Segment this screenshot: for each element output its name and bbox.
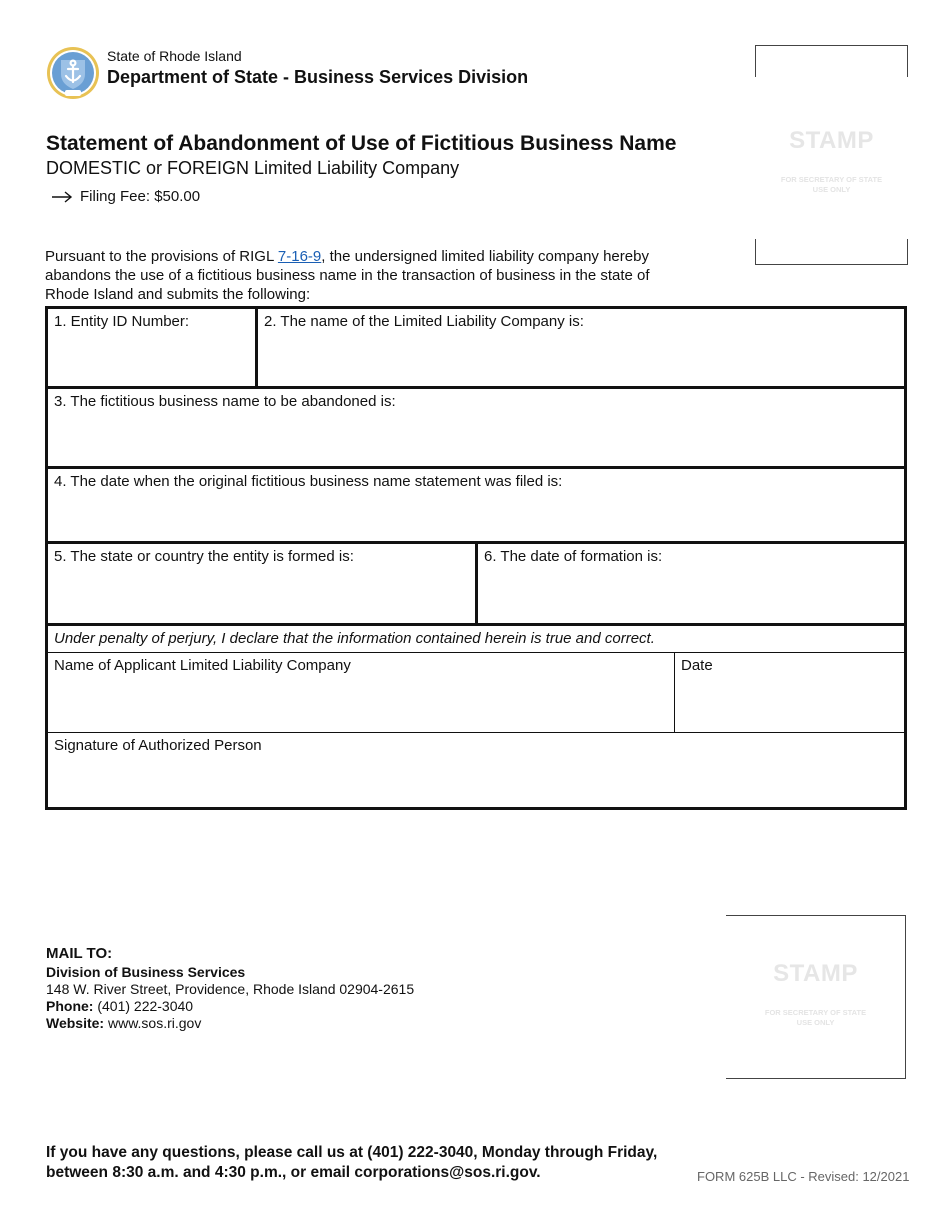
- stamp-label: STAMP: [789, 127, 874, 154]
- entity-id-label: 1. Entity ID Number:: [54, 313, 190, 330]
- perjury-declaration: [48, 626, 904, 652]
- stamp-note: FOR SECRETARY OF STATE USE ONLY: [780, 175, 883, 194]
- stamp-area-top: [755, 45, 908, 265]
- entity-id-field[interactable]: [48, 309, 255, 386]
- original-filed-date-field[interactable]: [48, 469, 904, 541]
- rigl-link[interactable]: 7-16-9: [277, 248, 322, 265]
- fictitious-name-label: 3. The fictitious business name to be abandoned is:: [54, 393, 396, 410]
- stamp-bracket-bottom: [755, 239, 908, 265]
- signature-field[interactable]: [48, 733, 904, 807]
- stamp-bracket-top: [755, 45, 908, 77]
- phone-line: [46, 998, 414, 1015]
- applicant-name-label: Name of Applicant Limited Liability Company: [54, 657, 351, 674]
- website-line: [46, 1015, 414, 1032]
- state-formed-label: 5. The state or country the entity is formed is:: [54, 548, 354, 565]
- form-revision-id: FORM 625B LLC - Revised: 12/2021: [697, 1169, 910, 1184]
- questions-line-2: between 8:30 a.m. and 4:30 p.m., or email corporations@sos.ri.gov.: [46, 1164, 541, 1181]
- original-filed-date-label: 4. The date when the original fictitious business name statement was filed is:: [54, 473, 563, 490]
- state-name: State of Rhode Island: [107, 48, 242, 64]
- division-name: Division of Business Services: [46, 964, 246, 980]
- form-subtitle: DOMESTIC or FOREIGN Limited Liability Company: [46, 158, 460, 178]
- intro-text-start: Pursuant to the provisions of RIGL: [45, 248, 278, 265]
- mail-to-block: [46, 945, 414, 1032]
- perjury-declaration-text: Under penalty of perjury, I declare that the information contained herein is true and correct.: [54, 630, 655, 647]
- department-name: Department of State - Business Services Division: [107, 67, 529, 87]
- stamp-area-bottom: [726, 915, 906, 1079]
- llc-name-label: 2. The name of the Limited Liability Company is:: [264, 313, 584, 330]
- intro-paragraph: [45, 247, 685, 304]
- date-field[interactable]: [675, 653, 904, 732]
- questions-line-1: If you have any questions, please call us at (401) 222-3040, Monday through Friday,: [46, 1144, 658, 1161]
- stamp-label: STAMP: [773, 960, 858, 987]
- filing-fee-text: Filing Fee: $50.00: [80, 188, 201, 205]
- filing-fee: [50, 188, 200, 205]
- formation-date-field[interactable]: [478, 544, 904, 623]
- applicant-name-field[interactable]: [48, 653, 674, 732]
- stamp-note: FOR SECRETARY OF STATE USE ONLY: [764, 1008, 867, 1027]
- date-label: Date: [681, 657, 713, 674]
- intro-text-end: , the undersigned limited liability company hereby abandons the use of a fictitious business name in the transaction of business in the state of Rhode Island and submits the following:: [45, 248, 650, 303]
- state-formed-field[interactable]: [48, 544, 475, 623]
- signature-label: Signature of Authorized Person: [54, 737, 262, 754]
- questions-notice: [46, 1143, 657, 1183]
- website-label: Website:: [46, 1015, 105, 1031]
- state-seal-icon: [46, 46, 100, 100]
- phone-label: Phone:: [46, 998, 94, 1014]
- llc-name-field[interactable]: [258, 309, 904, 386]
- mailing-address: 148 W. River Street, Providence, Rhode Island 02904-2615: [46, 981, 415, 997]
- form-fields: [45, 306, 907, 810]
- phone-number: (401) 222-3040: [93, 998, 194, 1014]
- fictitious-name-field[interactable]: [48, 389, 904, 466]
- mail-to-heading: MAIL TO:: [46, 945, 113, 962]
- website-url: www.sos.ri.gov: [104, 1015, 202, 1031]
- arrow-right-icon: [50, 190, 74, 204]
- formation-date-label: 6. The date of formation is:: [484, 548, 663, 565]
- form-title: Statement of Abandonment of Use of Fictitious Business Name: [46, 132, 677, 155]
